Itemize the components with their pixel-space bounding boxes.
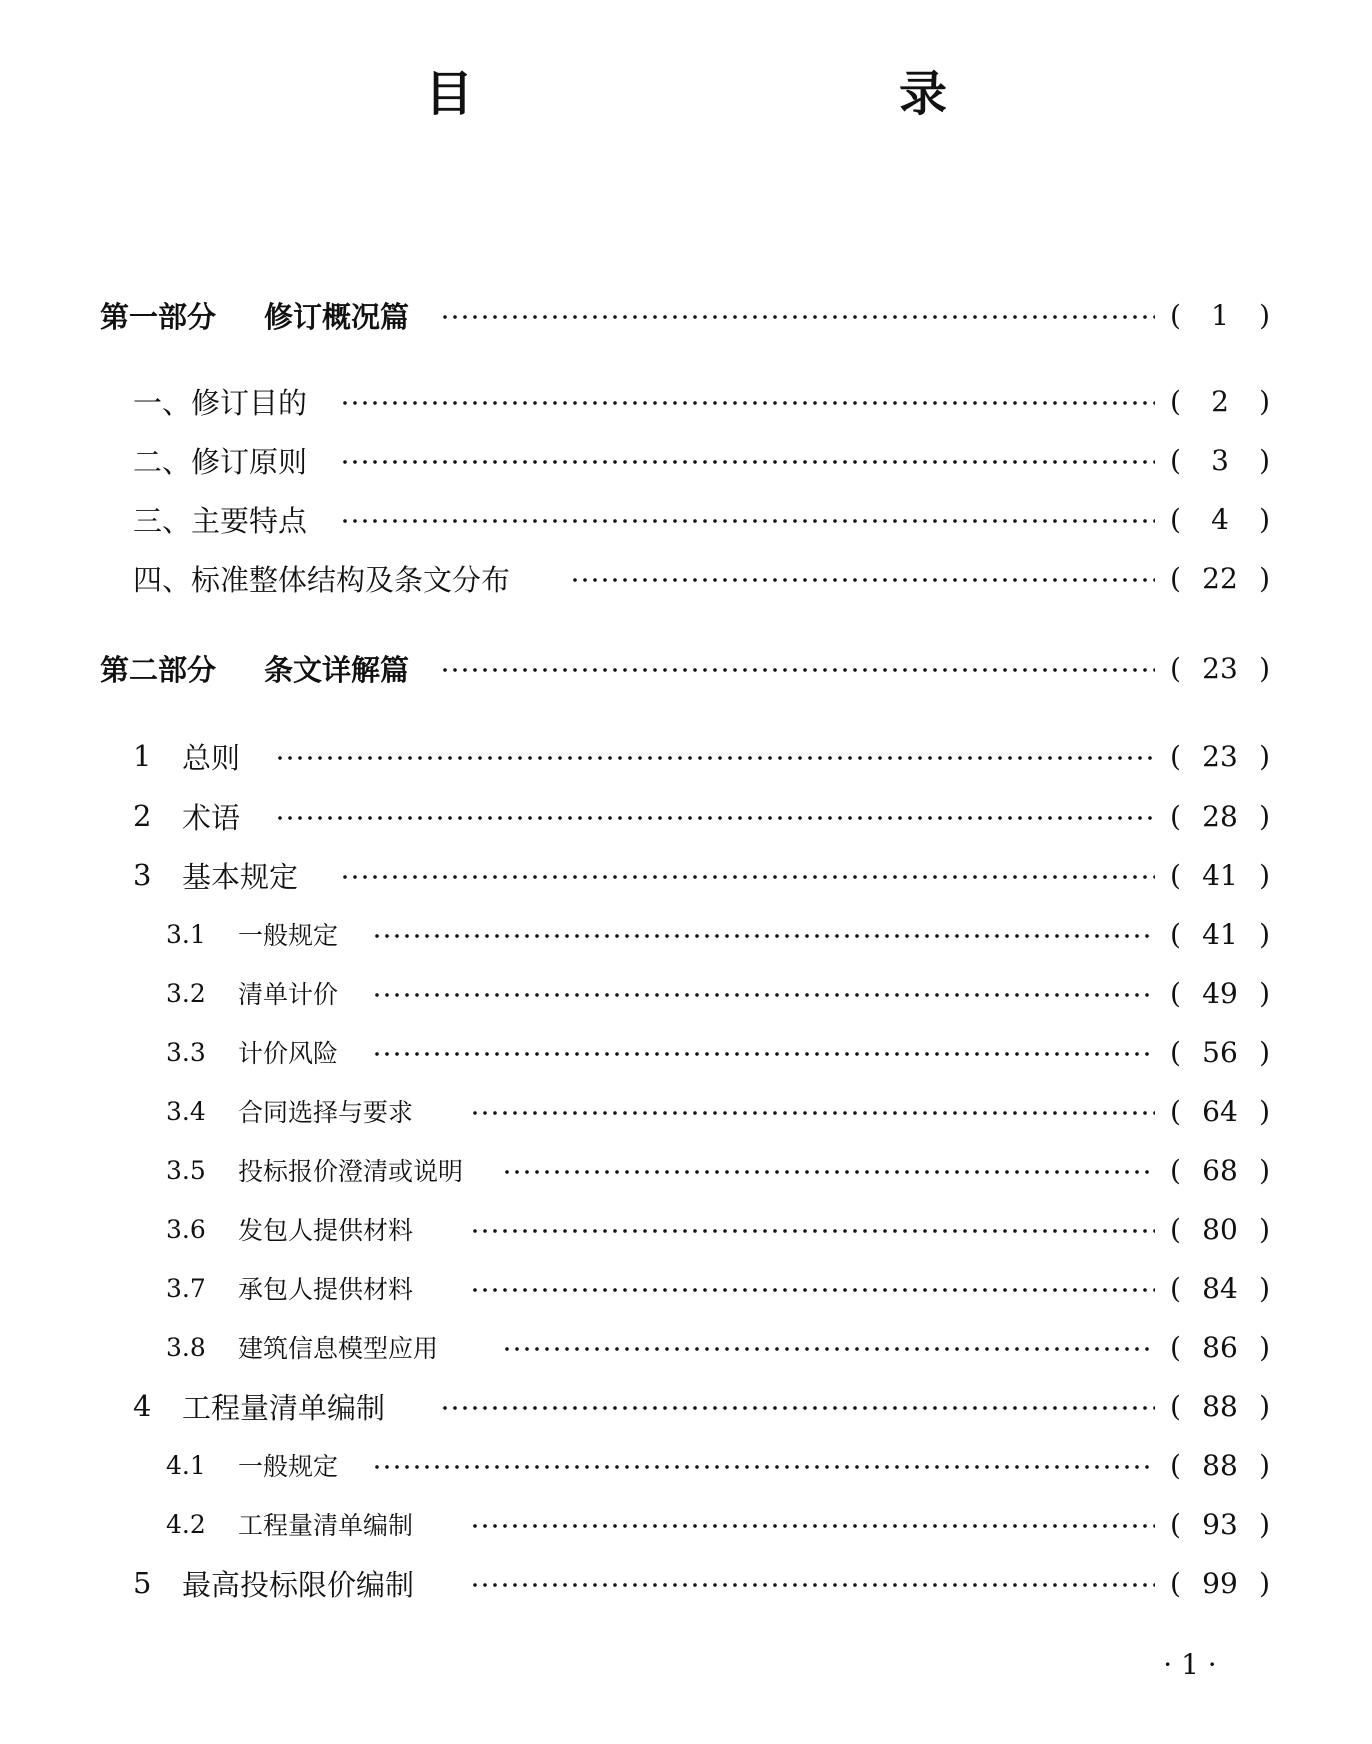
toc-entry-number: 1: [133, 739, 152, 773]
dot-leader: [570, 578, 1155, 582]
toc-page-number: 23: [1202, 739, 1238, 773]
toc-subentry-number: 3.1: [166, 919, 206, 949]
toc-subentry[interactable]: [0, 1148, 1372, 1192]
toc-page-number: 88: [1202, 1448, 1238, 1482]
toc-page-ref: ( 68 ): [1170, 1153, 1270, 1187]
toc-subentry-number: 3.5: [166, 1155, 206, 1185]
toc-page-number: 88: [1202, 1389, 1238, 1423]
toc-subentry-title: 工程量清单编制: [238, 1511, 414, 1540]
toc-part-title: 条文详解篇: [264, 652, 410, 687]
toc-page-number: 93: [1202, 1507, 1238, 1541]
page-number: · 1 ·: [1163, 1648, 1217, 1681]
toc-part-heading[interactable]: [0, 646, 1372, 690]
toc-entry-title: 基本规定: [182, 859, 299, 894]
toc-subentry[interactable]: [0, 971, 1372, 1015]
toc-page-number: 99: [1202, 1566, 1238, 1600]
toc-subentry-number: 3.7: [166, 1273, 206, 1303]
toc-subentry-number: 3.8: [166, 1332, 206, 1362]
dot-leader: [470, 1524, 1155, 1528]
toc-entry[interactable]: [0, 1384, 1372, 1428]
toc-page-ref: ( 3 ): [1170, 443, 1270, 477]
toc-entry[interactable]: [0, 556, 1372, 600]
toc-page-ref: ( 28 ): [1170, 799, 1270, 833]
toc-subentry[interactable]: [0, 1266, 1372, 1310]
toc-entry[interactable]: [0, 734, 1372, 778]
toc-page-ref: ( 23 ): [1170, 651, 1270, 685]
toc-page-ref: ( 88 ): [1170, 1389, 1270, 1423]
dot-leader: [372, 1465, 1155, 1469]
toc-page-ref: ( 2 ): [1170, 384, 1270, 418]
dot-leader: [340, 519, 1155, 523]
toc-page-ref: ( 88 ): [1170, 1448, 1270, 1482]
dot-leader: [440, 668, 1155, 672]
toc-page-ref: ( 64 ): [1170, 1094, 1270, 1128]
toc-page-number: 41: [1202, 917, 1238, 951]
toc-page-ref: ( 84 ): [1170, 1271, 1270, 1305]
toc-subentry-title: 计价风险: [238, 1039, 339, 1068]
toc-entry-title: 二、修订原则: [133, 444, 308, 479]
toc-page-number: 56: [1202, 1035, 1238, 1069]
toc-entry-title: 四、标准整体结构及条文分布: [133, 562, 511, 597]
toc-subentry[interactable]: [0, 912, 1372, 956]
toc-entry-title: 总则: [182, 740, 241, 775]
dot-leader: [440, 315, 1155, 319]
toc-entry-title: 术语: [182, 800, 241, 835]
dot-leader: [372, 1052, 1155, 1056]
toc-page-ref: ( 49 ): [1170, 976, 1270, 1010]
toc-subentry-title: 合同选择与要求: [238, 1098, 414, 1127]
toc-page-number: 41: [1202, 858, 1238, 892]
toc-entry-number: 5: [133, 1566, 152, 1600]
toc-page-number: 3: [1211, 443, 1229, 477]
dot-leader: [372, 934, 1155, 938]
toc-page-number: 28: [1202, 799, 1238, 833]
dot-leader: [470, 1111, 1155, 1115]
toc-entry[interactable]: [0, 438, 1372, 482]
dot-leader: [470, 1229, 1155, 1233]
toc-part-heading[interactable]: [0, 293, 1372, 337]
toc-page-ref: ( 22 ): [1170, 561, 1270, 595]
toc-entry-number: 2: [133, 799, 152, 833]
dot-leader: [372, 993, 1155, 997]
dot-leader: [340, 401, 1155, 405]
toc-part-title: 修订概况篇: [264, 299, 410, 334]
toc-subentry[interactable]: [0, 1443, 1372, 1487]
dot-leader: [502, 1170, 1155, 1174]
dot-leader: [470, 1583, 1155, 1587]
toc-subentry-title: 承包人提供材料: [238, 1275, 414, 1304]
toc-page-number: 23: [1202, 651, 1238, 685]
toc-page-ref: ( 23 ): [1170, 739, 1270, 773]
toc-entry-title: 最高投标限价编制: [182, 1567, 415, 1602]
toc-entry[interactable]: [0, 497, 1372, 541]
toc-page-ref: ( 41 ): [1170, 917, 1270, 951]
toc-page-number: 4: [1211, 502, 1229, 536]
toc-entry-title: 三、主要特点: [133, 503, 308, 538]
toc-subentry[interactable]: [0, 1089, 1372, 1133]
toc-subentry-number: 3.6: [166, 1214, 206, 1244]
toc-subentry[interactable]: [0, 1030, 1372, 1074]
toc-subentry-title: 清单计价: [238, 980, 339, 1009]
toc-page-number: 64: [1202, 1094, 1238, 1128]
toc-subentry-number: 3.2: [166, 978, 206, 1008]
page-title: 目 录: [424, 66, 1057, 122]
toc-page-number: 86: [1202, 1330, 1238, 1364]
toc-page-number: 22: [1202, 561, 1238, 595]
toc-page-number: 49: [1202, 976, 1238, 1010]
toc-subentry-number: 3.3: [166, 1037, 206, 1067]
toc-page-number: 2: [1211, 384, 1229, 418]
toc-page-ref: ( 4 ): [1170, 502, 1270, 536]
toc-entry[interactable]: [0, 379, 1372, 423]
toc-page-number: 84: [1202, 1271, 1238, 1305]
toc-subentry-title: 建筑信息模型应用: [238, 1334, 439, 1363]
dot-leader: [275, 756, 1155, 760]
dot-leader: [340, 875, 1155, 879]
toc-subentry-title: 一般规定: [238, 921, 339, 950]
toc-entry[interactable]: [0, 794, 1372, 838]
toc-subentry[interactable]: [0, 1502, 1372, 1546]
toc-page-ref: ( 56 ): [1170, 1035, 1270, 1069]
toc-page-number: 80: [1202, 1212, 1238, 1246]
toc-page-ref: ( 99 ): [1170, 1566, 1270, 1600]
toc-page-number: 1: [1211, 298, 1229, 332]
toc-page-ref: ( 86 ): [1170, 1330, 1270, 1364]
toc-entry-number: 3: [133, 858, 152, 892]
toc-page-ref: ( 41 ): [1170, 858, 1270, 892]
dot-leader: [340, 460, 1155, 464]
toc-part-number: 第一部分: [100, 299, 217, 334]
toc-entry[interactable]: [0, 853, 1372, 897]
toc-subentry-number: 4.2: [166, 1509, 206, 1539]
toc-subentry-title: 发包人提供材料: [238, 1216, 414, 1245]
dot-leader: [470, 1288, 1155, 1292]
toc-entry-number: 4: [133, 1389, 152, 1423]
toc-subentry-number: 3.4: [166, 1096, 206, 1126]
toc-subentry[interactable]: [0, 1325, 1372, 1369]
toc-entry-title: 工程量清单编制: [182, 1390, 386, 1425]
toc-page-ref: ( 80 ): [1170, 1212, 1270, 1246]
toc-page-number: 68: [1202, 1153, 1238, 1187]
dot-leader: [502, 1347, 1155, 1351]
toc-entry-title: 一、修订目的: [133, 385, 308, 420]
dot-leader: [440, 1406, 1155, 1410]
toc-page-ref: ( 93 ): [1170, 1507, 1270, 1541]
toc-part-number: 第二部分: [100, 652, 217, 687]
toc-subentry-title: 投标报价澄清或说明: [238, 1157, 464, 1186]
toc-entry[interactable]: [0, 1561, 1372, 1605]
toc-subentry-title: 一般规定: [238, 1452, 339, 1481]
toc-subentry[interactable]: [0, 1207, 1372, 1251]
toc-page-ref: ( 1 ): [1170, 298, 1270, 332]
dot-leader: [275, 816, 1155, 820]
toc-subentry-number: 4.1: [166, 1450, 206, 1480]
